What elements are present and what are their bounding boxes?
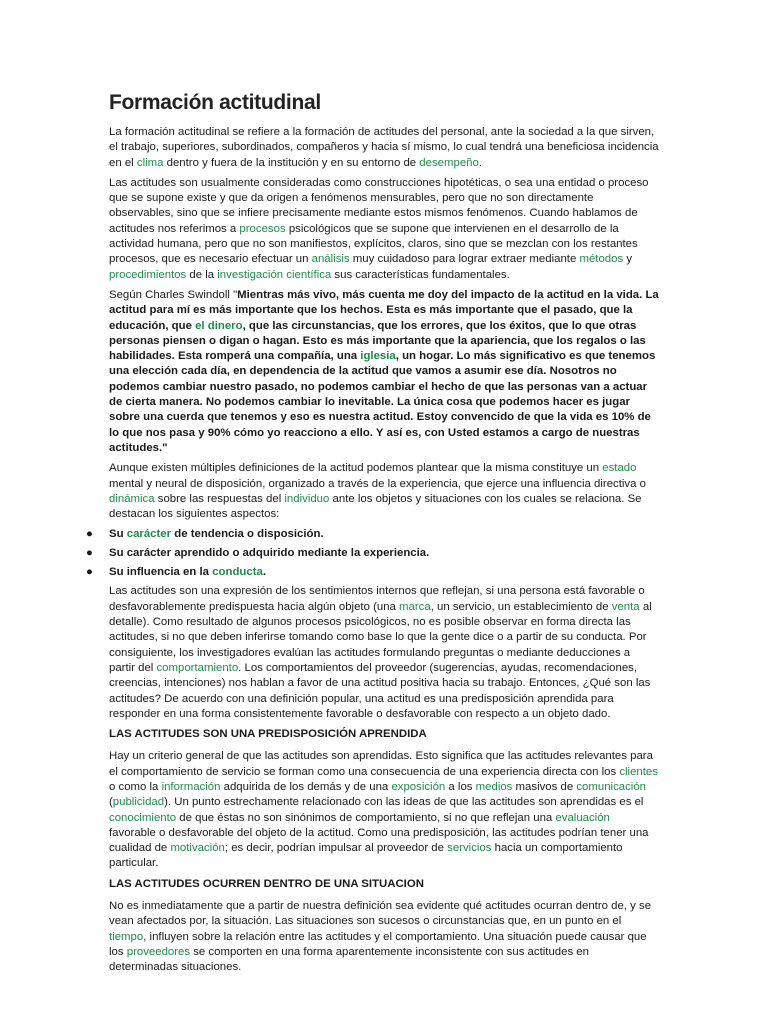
text: o como la <box>109 780 162 793</box>
aspects-list <box>86 527 659 580</box>
list-item <box>86 546 659 561</box>
paragraph-constructs <box>109 176 659 283</box>
text: adquirida de los demás y de una <box>220 780 392 793</box>
paragraph-swindoll-quote <box>109 288 659 456</box>
text: ante los objetos y situaciones con los cuales se relaciona. Se destacan los siguientes aspectos: <box>109 492 642 521</box>
text: , un servicio, un establecimiento de <box>430 600 612 613</box>
link-analisis[interactable]: análisis <box>311 253 350 266</box>
paragraph-definition <box>109 461 659 522</box>
link-venta[interactable]: venta <box>611 600 640 613</box>
text: Aunque existen múltiples definiciones de la actitud podemos plantear que la misma constituye un <box>109 462 603 475</box>
text: Su <box>109 528 127 541</box>
text: mental y neural de disposición, organizado a través de la experiencia, que ejerce una influencia directiva o <box>109 477 646 490</box>
link-desempeno[interactable]: desempeño <box>419 156 479 169</box>
text: . <box>262 566 266 579</box>
link-el-dinero[interactable]: el dinero <box>195 319 243 332</box>
bullet-icon: ● <box>86 566 93 579</box>
text: Hay un criterio general de que las actitudes son aprendidas. Esto significa que las actitudes relevantes para el comportamiento de servicio se forman como una consecuencia de una experiencia directa con los <box>109 750 653 778</box>
link-metodos[interactable]: métodos <box>579 253 624 266</box>
text: al detalle). Como resultado de algunos procesos psicológicos, no es posible observar en forma directa las actitudes, si no que deben inferirse tomando como base lo que la gente dice o a partir de su conducta. Por consiguiente, los investigadores evalúan las actitudes formulando preguntas o mediante deducciones a partir del <box>109 600 652 674</box>
text: Las actitudes son una expresión de los sentimientos internos que reflejan, si una persona está favorable o desfavorablemente predispuesta hacia algún objeto (una <box>109 585 645 613</box>
text: de tendencia o disposición. <box>171 528 324 541</box>
text: . <box>478 156 482 169</box>
text: , influyen sobre la relación entre las actitudes y el comportamiento. Una situación puede causar que los <box>109 930 647 958</box>
link-caracter[interactable]: carácter <box>126 528 172 541</box>
text: favorable o desfavorable del objeto de la actitud. Como una predisposición, las actitudes podrían tener una cualidad de <box>109 826 649 855</box>
text: ; es decir, podrían impulsar al proveedor de <box>224 842 448 855</box>
paragraph-intro <box>109 125 659 171</box>
link-informacion[interactable]: información <box>161 780 221 793</box>
link-proveedores[interactable]: proveedores <box>126 945 191 958</box>
text: muy cuidadoso para lograr extraer mediante <box>349 253 580 266</box>
link-conducta[interactable]: conducta <box>212 566 263 579</box>
text: ( <box>109 796 113 809</box>
bullet-icon: ● <box>86 528 93 541</box>
list-item <box>86 565 659 580</box>
text: se comporten en una forma aparentemente inconsistente con sus actitudes en determinadas situaciones. <box>109 945 589 974</box>
article-body <box>86 125 659 981</box>
paragraph-expression <box>109 584 659 722</box>
bullet-icon: ● <box>86 547 93 560</box>
text: La formación actitudinal se refiere a la formación de actitudes del personal, ante la sociedad a la que sirven, el trabajo, superiores, subordinados, compañeros y hacia sí mismo, lo cual tendrá una beneficiosa incidencia en el <box>109 126 659 169</box>
link-publicidad[interactable]: publicidad <box>112 796 165 809</box>
text: ). Un punto estrechamente relacionado con las ideas de que las actitudes son aprendidas es el <box>164 796 644 809</box>
link-exposicion[interactable]: exposición <box>391 780 446 793</box>
list-item <box>86 527 659 542</box>
paragraph-learned <box>109 749 659 871</box>
text: hacia un comportamiento particular. <box>109 842 623 870</box>
link-comunicacion[interactable]: comunicación <box>576 780 646 793</box>
quote-text: Mientras más vivo, más cuenta me doy del impacto de la actitud en la vida. La actitud para mí es más importante que los hechos. Esta es más importante que el pasado, que la educación, que <box>109 288 659 332</box>
link-comportamiento[interactable]: comportamiento <box>156 661 239 674</box>
text: Según Charles Swindoll " <box>109 288 238 301</box>
link-procedimientos[interactable]: procedimientos <box>109 268 187 281</box>
page-title: Formación actitudinal <box>109 91 321 114</box>
link-dinamica[interactable]: dinámica <box>109 492 155 505</box>
link-conocimiento[interactable]: conocimiento <box>109 811 177 824</box>
text: masivos de <box>512 780 577 793</box>
text: psicológicos que se supone que intervienen en el desarrollo de la actividad humana, pero que no son manifiestos, explícitos, claros, sino que se mezclan con los restantes procesos, que es necesario efectuar un <box>109 222 638 266</box>
link-servicios[interactable]: servicios <box>447 842 492 855</box>
link-clientes[interactable]: clientes <box>619 765 658 778</box>
text: dentro y fuera de la institución y en su entorno de <box>163 156 420 169</box>
text: Su carácter aprendido o adquirido mediante la experiencia. <box>109 547 430 560</box>
link-marca[interactable]: marca <box>399 600 431 613</box>
text: . Los comportamientos del proveedor (sugerencias, ayudas, recomendaciones, creencias, intenciones) nos hablan a favor de una actitud positiva hacia su trabajo. Entonces, ¿Qué son las actitudes? De acuerdo con una definición popular, una actitud es una predisposición aprendida para responder en una forma consistentemente favorable o desfavorable con respecto a un objeto dado. <box>109 661 651 720</box>
section-heading-situacion: LAS ACTITUDES OCURREN DENTRO DE UNA SITUACION <box>109 877 424 890</box>
text: Las actitudes son usualmente consideradas como construcciones hipotéticas, o sea una entidad o proceso que se supone existe y que da origen a fenómenos mensurables, pero que no son directamente observables, sino que se infiere precisamente mediante estos mismos fenómenos. Cuando hablamos de actitudes nos referimos a <box>109 176 649 235</box>
text: No es inmediatamente que a partir de nuestra definición sea evidente qué actitudes ocurran dentro de, y se vean afectados por, la situación. Las situaciones son sucesos o circunstancias que, en un punto en el <box>109 900 652 928</box>
link-individuo[interactable]: individuo <box>284 492 330 505</box>
text: de que éstas no son sinónimos de comportamiento, si no que reflejan una <box>176 811 556 824</box>
text: y <box>623 253 633 266</box>
section-heading-predisposicion: LAS ACTITUDES SON UNA PREDISPOSICIÓN APRENDIDA <box>109 728 427 741</box>
text: sus características fundamentales. <box>331 268 510 281</box>
link-investigacion-cientifica[interactable]: investigación científica <box>217 268 332 281</box>
text: a los <box>445 780 476 793</box>
text: Su influencia en la <box>109 566 213 579</box>
link-motivacion[interactable]: motivación <box>170 842 225 855</box>
quote-text: , un hogar. Lo más significativo es que tenemos una elección cada día, en dependencia de la actitud que vamos a asumir ese día. Nosotros no podemos cambiar nuestro pasado, no podemos cambiar el hecho de que las personas van a actuar de cierta manera. No podemos cambiar lo inevitable. La única cosa que podemos hacer es jugar sobre una cuerda que tenemos y eso es nuestra actitud. Estoy convencido de que la vida es 10% de lo que nos pasa y 90% cómo yo reacciono a ello. Y así es, con Usted estamos a cargo de nuestras actitudes." <box>109 350 656 454</box>
text: de la <box>186 268 218 281</box>
text: sobre las respuestas del <box>154 492 285 505</box>
link-clima[interactable]: clima <box>136 156 164 169</box>
link-estado[interactable]: estado <box>602 462 637 475</box>
link-evaluacion[interactable]: evaluación <box>555 811 610 824</box>
link-medios[interactable]: medios <box>475 780 513 793</box>
link-procesos[interactable]: procesos <box>239 222 286 235</box>
paragraph-situation <box>109 899 659 975</box>
link-tiempo[interactable]: tiempo <box>109 930 144 943</box>
quote-text: , que las circunstancias, que los errores, que los éxitos, que lo que otras personas piensen o digan o hagan. Esto es más importante que la apariencia, que los regalos o las habilidades. Esta romperá una compañía, una <box>109 319 646 363</box>
link-iglesia[interactable]: iglesia <box>360 350 396 363</box>
